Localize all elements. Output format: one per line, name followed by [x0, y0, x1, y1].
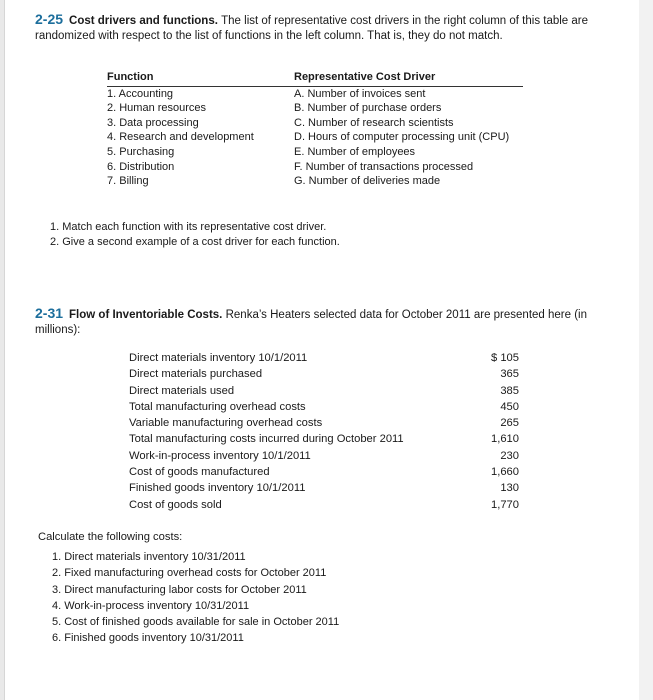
- data-row: [129, 480, 519, 496]
- table-row: [107, 116, 523, 131]
- problem-title: Flow of Inventoriable Costs.: [69, 309, 223, 321]
- function-cell: 3. Data processing: [107, 116, 199, 129]
- cost-driver-cell: E. Number of employees: [294, 145, 416, 158]
- cost-driver-cell: A. Number of invoices sent: [294, 87, 426, 100]
- problem-2-31-heading: [35, 306, 615, 338]
- table-row: [107, 87, 523, 102]
- calculation-item: 3. Direct manufacturing labor costs for October 2011: [52, 583, 307, 596]
- data-value: 385: [500, 384, 519, 397]
- table-row: [107, 101, 523, 116]
- cost-driver-cell: D. Hours of computer processing unit (CPU): [294, 131, 510, 144]
- function-cell: 2. Human resources: [107, 102, 207, 115]
- data-value: 450: [500, 400, 519, 413]
- data-label: Total manufacturing costs incurred during October 2011: [129, 433, 404, 446]
- problem-intro: The list of representative cost drivers in the right column of this table are randomized with respect to the list of functions in the left column. That is, they do not match.: [35, 15, 589, 42]
- data-label: Variable manufacturing overhead costs: [129, 417, 323, 430]
- calculation-item: 2. Fixed manufacturing overhead costs for October 2011: [52, 567, 327, 580]
- cost-driver-cell: C. Number of research scientists: [294, 116, 454, 129]
- table-row: [107, 130, 523, 145]
- problem-2-25-questions: [50, 220, 340, 250]
- problem-2-25-heading: [35, 12, 615, 44]
- function-cell: 7. Billing: [107, 175, 149, 188]
- function-cell: 5. Purchasing: [107, 145, 175, 158]
- question-item: 1. Match each function with its representative cost driver.: [50, 221, 327, 233]
- data-label: Direct materials inventory 10/1/2011: [129, 352, 308, 364]
- table-row: [107, 174, 523, 189]
- problem-title: Cost drivers and functions.: [69, 15, 218, 27]
- cost-driver-cell: B. Number of purchase orders: [294, 102, 442, 115]
- data-label: Cost of goods sold: [129, 498, 222, 511]
- data-row: [129, 366, 519, 382]
- data-label: Total manufacturing overhead costs: [129, 400, 306, 413]
- column-header-function: Function: [107, 71, 154, 83]
- data-value: $ 105: [491, 352, 519, 364]
- cost-driver-cell: G. Number of deliveries made: [294, 175, 441, 188]
- calculation-item: 4. Work-in-process inventory 10/31/2011: [52, 599, 250, 612]
- data-row: [129, 399, 519, 415]
- calculation-list: [52, 549, 339, 647]
- data-value: 230: [500, 449, 519, 462]
- problem-number: 2-25: [35, 11, 64, 27]
- data-row: [129, 448, 519, 464]
- function-cell: 4. Research and development: [107, 131, 254, 144]
- data-value: 1,610: [491, 433, 519, 446]
- calculation-item: 5. Cost of finished goods available for sale in October 2011: [52, 616, 340, 629]
- data-value: 365: [500, 368, 519, 381]
- table-row: [107, 145, 523, 160]
- question-item: 2. Give a second example of a cost driver for each function.: [50, 236, 340, 248]
- table-header: [107, 70, 523, 87]
- inventory-data-table: [129, 350, 519, 513]
- calculate-instruction: Calculate the following costs:: [38, 531, 183, 543]
- table-row: [107, 160, 523, 175]
- data-value: 1,660: [491, 466, 519, 479]
- data-row: [129, 383, 519, 399]
- data-value: 130: [500, 482, 519, 495]
- scrollbar-track[interactable]: [639, 0, 653, 700]
- column-header-cost-driver: Representative Cost Driver: [294, 71, 436, 83]
- data-row: [129, 464, 519, 480]
- data-row: [129, 431, 519, 447]
- cost-driver-cell: F. Number of transactions processed: [294, 160, 474, 173]
- data-value: 265: [500, 417, 519, 430]
- data-label: Finished goods inventory 10/1/2011: [129, 482, 306, 495]
- data-value: 1,770: [491, 498, 519, 511]
- calculation-item: 1. Direct materials inventory 10/31/2011: [52, 551, 246, 563]
- data-label: Work-in-process inventory 10/1/2011: [129, 449, 311, 462]
- document-page: [4, 0, 640, 700]
- function-cell: 1. Accounting: [107, 87, 174, 100]
- data-label: Direct materials purchased: [129, 368, 263, 381]
- data-row: [129, 415, 519, 431]
- problem-number: 2-31: [35, 305, 64, 321]
- calculation-item: 6. Finished goods inventory 10/31/2011: [52, 632, 244, 645]
- function-cost-driver-table: [107, 70, 523, 189]
- data-row: [129, 497, 519, 513]
- data-label: Cost of goods manufactured: [129, 466, 270, 479]
- data-row: [129, 350, 519, 366]
- function-cell: 6. Distribution: [107, 160, 175, 173]
- problem-intro: Renka’s Heaters selected data for October 2011 are presented here (in millions):: [35, 309, 587, 336]
- data-label: Direct materials used: [129, 384, 235, 397]
